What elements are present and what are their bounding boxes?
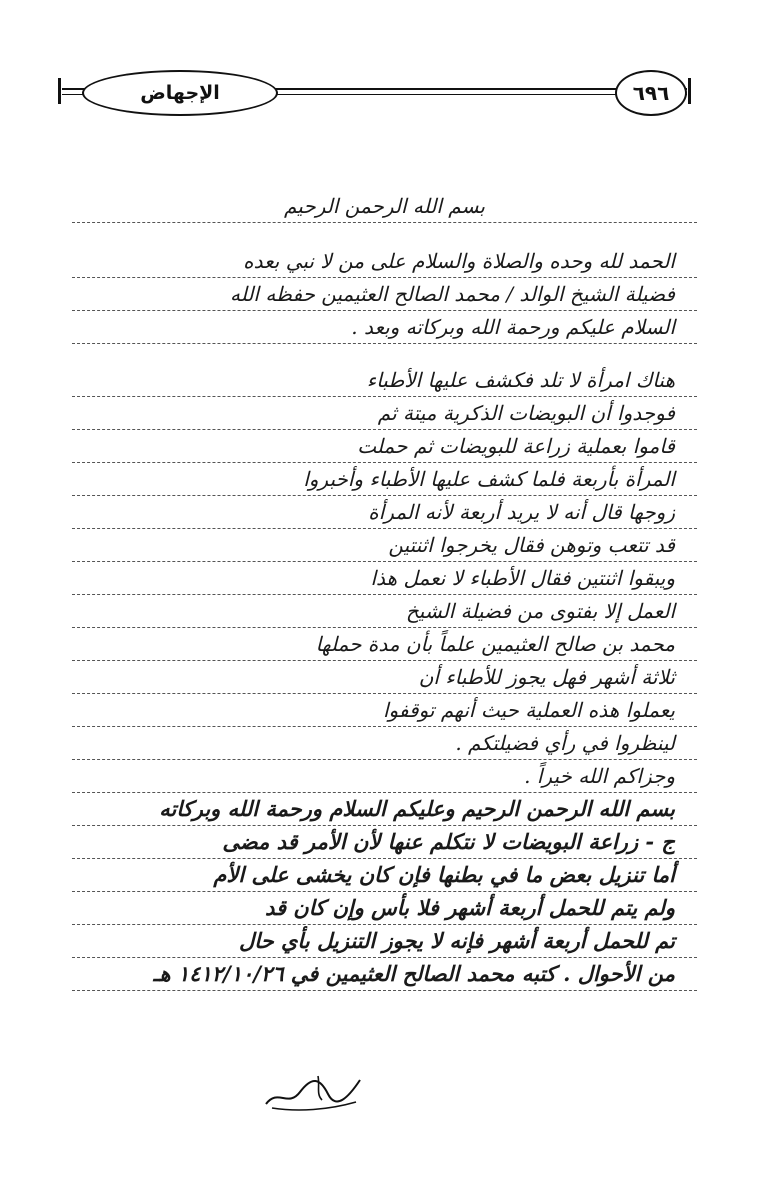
letter-line: فضيلة الشيخ الوالد / محمد الصالح العثيمين حفظه الله (72, 278, 697, 311)
letter-line: الحمد لله وحده والصلاة والسلام على من لا نبي بعده (72, 245, 697, 278)
letter-line: وجزاكم الله خيراً . (72, 760, 697, 793)
letter-line: فوجدوا أن البويضات الذكرية ميتة ثم (72, 397, 697, 430)
letter-line: المرأة بأربعة فلما كشف عليها الأطباء وأخبروا (72, 463, 697, 496)
answer-line: بسم الله الرحمن الرحيم وعليكم السلام ورحمة الله وبركاته (72, 793, 697, 826)
letter-line: محمد بن صالح العثيمين علماً بأن مدة حملها (72, 628, 697, 661)
letter-line: قد تتعب وتوهن فقال يخرجوا اثنتين (72, 529, 697, 562)
page-number: ٦٩٦ (615, 70, 687, 116)
letter-line: هناك امرأة لا تلد فكشف عليها الأطباء (72, 364, 697, 397)
letter-line: يعملوا هذه العملية حيث أنهم توقفوا (72, 694, 697, 727)
chapter-title: الإجهاض (82, 70, 278, 116)
letter-line: السلام عليكم ورحمة الله وبركاته وبعد . (72, 311, 697, 344)
letter-line: قاموا بعملية زراعة للبويضات ثم حملت (72, 430, 697, 463)
letter-line: ثلاثة أشهر فهل يجوز للأطباء أن (72, 661, 697, 694)
letter-line: العمل إلا بفتوى من فضيلة الشيخ (72, 595, 697, 628)
header-bracket-left (58, 78, 64, 104)
answer-line: من الأحوال . كتبه محمد الصالح العثيمين في ١٤١٢/١٠/٢٦ هـ (72, 958, 697, 991)
handwritten-signature (258, 1068, 368, 1114)
letter-line: زوجها قال أنه لا يريد أربعة لأنه المرأة (72, 496, 697, 529)
answer-line: تم للحمل أربعة أشهر فإنه لا يجوز التنزيل بأي حال (72, 925, 697, 958)
answer-line: أما تنزيل بعض ما في بطنها فإن كان يخشى على الأم (72, 859, 697, 892)
letter-line: لينظروا في رأي فضيلتكم . (72, 727, 697, 760)
answer-line: ج - زراعة البويضات لا نتكلم عنها لأن الأمر قد مضى (72, 826, 697, 859)
page-header (62, 70, 687, 112)
answer-line: ولم يتم للحمل أربعة أشهر فلا بأس وإن كان قد (72, 892, 697, 925)
handwritten-letter (72, 190, 697, 991)
basmala: بسم الله الرحمن الرحيم (72, 190, 697, 223)
letter-line: ويبقوا اثنتين فقال الأطباء لا نعمل هذا (72, 562, 697, 595)
